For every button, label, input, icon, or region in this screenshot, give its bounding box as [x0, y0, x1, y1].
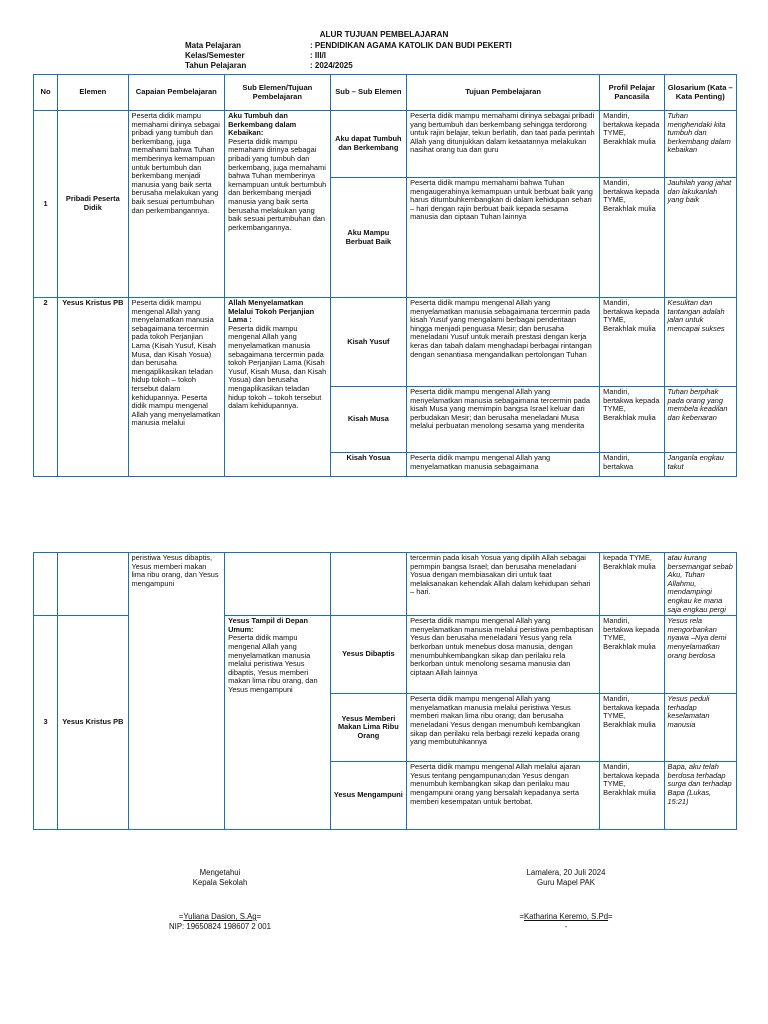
- table-row: [34, 111, 737, 178]
- tujuan-cell: Peserta didik mampu memahami dirinya sebagai pribadi yang bertumbuh dan berkembang sehingga terdorong untuk rajin belajar, tekun berlatih, dan taat pada perintah Allah yang ditunjukkan dalam ketaatannya melakukan nasihat orang tua dan guru: [407, 111, 600, 178]
- sub-sub-elemen-cell: Kisah Yusuf: [330, 298, 406, 387]
- sub-sub-elemen-empty: [330, 553, 406, 616]
- profil-cell: Mandiri, bertakwa kepada TYME, Berakhlak mulia: [600, 616, 664, 694]
- table-row: [34, 298, 737, 387]
- col-header: No: [34, 75, 58, 111]
- tujuan-cell: Peserta didik mampu mengenal Allah yang menyelamatkan manusia sebagaimana tercermin pada kisah Yusuf yang mengalami berbagai penderitaan hingga menjadi penguasa Mesir; dan berusaha meneladani Yusuf untuk meraih prestasi dengan kerja keras dan tabah dalam menghadapi berbagai rintangan dengan senantiasa mengandalkan pertolongan Tuhan: [407, 298, 600, 387]
- sub-sub-elemen-cell: Yesus Memberi Makan Lima Ribu Orang: [330, 694, 406, 762]
- sub-elemen-title: Aku Tumbuh dan Berkembang dalam Kebaikan:: [228, 111, 297, 138]
- meta-label: Kelas/Semester: [185, 50, 245, 60]
- tujuan-cell: Peserta didik mampu memahami bahwa Tuhan mengaugerahinya kemampuan untuk berbuat baik yang harus ditumbuhkembangkan di dalam kehidupan sehari – hari dengan rajin berbuat baik kepada sesama manusia dan ciptaan Tuhan lainnya: [407, 178, 600, 298]
- glosarium-cell: Tuhan menghendaki kita tumbuh dan berkembang dalam kebaikan: [664, 111, 736, 178]
- sig-name: Yuliana Dasion, S.Ag: [183, 912, 257, 921]
- profil-cell: Mandiri, bertakwa kepada TYME, Berakhlak mulia: [600, 178, 664, 298]
- page-title: ALUR TUJUAN PEMBELAJARAN: [319, 30, 449, 39]
- row-number: 2: [34, 298, 58, 477]
- sub-elemen-title: Allah Menyelamatkan Melalui Tokoh Perjanjian Lama :: [228, 298, 315, 325]
- atp-table-part1: [33, 74, 737, 477]
- profil-cell: kepada TYME, Berakhlak mulia: [600, 553, 664, 616]
- sig-role: Kepala Sekolah: [192, 878, 248, 887]
- sub-elemen-cell: [225, 298, 331, 477]
- sub-sub-elemen-cell: Aku dapat Tumbuh dan Berkembang: [330, 111, 406, 178]
- profil-cell: Mandiri, bertakwa kepada TYME, Berakhlak mulia: [600, 111, 664, 178]
- sig-caption: Mengetahui: [199, 868, 241, 877]
- atp-table-part2: [33, 552, 737, 830]
- glosarium-cell: Janganla engkau takut: [664, 453, 736, 477]
- sig-nip: NIP: 19650824 198607 2 001: [169, 922, 271, 931]
- tujuan-cell: Peserta didik mampu mengenal Allah yang menyelamatkan manusia sebagaimana: [407, 453, 600, 477]
- sub-sub-elemen-cell: Kisah Yosua: [330, 453, 406, 477]
- col-header: Profil Pelajar Pancasila: [600, 75, 664, 111]
- capaian-cell: Peserta didik mampu memahami dirinya sebagai pribadi yang tumbuh dan berkembang, juga memahami bahwa Tuhan memberinya kemampuan untuk bertumbuh dan berkembang menjadi manusia yang baik serta berusaha melakukan yang baik sesuai pertumbuhan dan perkembangannya.: [128, 111, 225, 298]
- sig-nip: -: [564, 922, 568, 931]
- sub-sub-elemen-cell: Yesus Mengampuni: [330, 762, 406, 830]
- sub-sub-elemen-cell: Aku Mampu Berbuat Baik: [330, 178, 406, 298]
- meta-value: : 2024/2025: [310, 60, 353, 70]
- glosarium-cell: Yesus rela mengorbankan nyawa –Nya demi menyelamatkan orang berdosa: [664, 616, 736, 694]
- profil-cell: Mandiri, bertakwa kepada TYME, Berakhlak mulia: [600, 298, 664, 387]
- signature-right: Lamalera, 20 Juli 2024 Guru Mapel PAK =Katharina Keremo, S.Pd= -: [466, 868, 666, 932]
- profil-cell: Mandiri, bertakwa kepada TYME, Berakhlak mulia: [600, 387, 664, 453]
- row-number-empty: [34, 553, 58, 616]
- profil-cell: Mandiri, bertakwa kepada TYME, Berakhlak mulia: [600, 762, 664, 830]
- tujuan-cell: Peserta didik mampu mengenal Allah melalui ajaran Yesus tentang pengampunan;dan Yesus dengan menumbuh kembangkan sikap dan perilaku mau mengampuni orang yang bersalah kepadanya serta memberi kesempatan untuk bertobat.: [407, 762, 600, 830]
- meta-label: Tahun Pelajaran: [185, 60, 247, 70]
- sub-sub-elemen-cell: Yesus Dibaptis: [330, 616, 406, 694]
- elemen-cell: Yesus Kristus PB: [58, 298, 128, 477]
- elemen-cell: Pribadi Peserta Didik: [58, 111, 128, 298]
- sig-role: Guru Mapel PAK: [537, 878, 595, 887]
- sub-elemen-empty: [225, 553, 331, 616]
- profil-cell: Mandiri, bertakwa: [600, 453, 664, 477]
- sub-elemen-text: Peserta didik mampu mengenal Allah yang menyelamatkan manusia sebagaimana tercermin pada tokoh Perjanjian Lama (Kisah Yusuf, Kisah Musa, dan Kisah Yosua) dan berusaha mengaplikasikan teladan hidup tokoh – tokoh tersebut dalam kehidupannya.: [228, 323, 327, 411]
- meta-value: : PENDIDIKAN AGAMA KATOLIK DAN BUDI PEKERTI: [310, 41, 512, 50]
- col-header: Elemen: [58, 75, 128, 111]
- capaian-cell: peristiwa Yesus dibaptis, Yesus memberi makan lima ribu orang, dan Yesus mengampuni: [128, 553, 225, 830]
- profil-cell: Mandiri, bertakwa kepada TYME, Berakhlak mulia: [600, 694, 664, 762]
- tujuan-cell: Peserta didik mampu mengenal Allah yang menyelamatkan manusia melalui peristiwa Yesus memberi makan lima ribu orang; dan berusaha meneladani Yesus dengan menumbuh kembangkan sikap dan perilaku rela berbagi rezeki kepada orang yang membutuhkannya: [407, 694, 600, 762]
- elemen-empty: [58, 553, 128, 616]
- col-header: Glosarium (Kata – Kata Penting): [664, 75, 736, 111]
- signature-left: Mengetahui Kepala Sekolah =Yuliana Dasion, S.Ag= NIP: 19650824 198607 2 001: [120, 868, 320, 932]
- meta-label: Mata Pelajaran: [185, 41, 242, 50]
- col-header: Tujuan Pembelajaran: [407, 75, 600, 111]
- sub-elemen-text: Peserta didik mampu mengenal Allah yang menyelamatkan manusia melalui peristiwa Yesus dibaptis, Yesus memberi makan lima ribu orang, dan Yesus mengampuni: [228, 633, 318, 694]
- document-meta: [185, 41, 512, 70]
- sub-elemen-cell: [225, 111, 331, 298]
- glosarium-cell: Jauhilah yang jahat dan lakukanlah yang baik: [664, 178, 736, 298]
- meta-value: : III/I: [310, 50, 326, 60]
- tujuan-cell: Peserta didik mampu mengenal Allah yang menyelamatkan manusia melalui peristiwa pembaptisan Yesus dan berusaha meneladani Yesus yang rela berkorban untuk menebus dosa manusia, dengan menumbuhkembangkan sikap dan perilaku rela berkorban untuk menolong sesama manusia dan ciptaan Allah lainnya: [407, 616, 600, 694]
- row-number: 1: [34, 111, 58, 298]
- sig-caption: Lamalera, 20 Juli 2024: [526, 868, 606, 877]
- sub-sub-elemen-cell: Kisah Musa: [330, 387, 406, 453]
- sub-elemen-text: Peserta didik mampu memahami dirinya sebagai pribadi yang tumbuh dan berkembang, juga memahami bahwa Tuhan memberinya kemampuan untuk bertumbuh dan berkembang menjadi manusia yang baik serta berusaha melakukan yang baik sesuai pertumbuhan dan perkembangannya.: [228, 136, 327, 232]
- glosarium-cell: Bapa, aku telah berdosa terhadap surga dan terhadap Bapa (Lukas, 15:21): [664, 762, 736, 830]
- sig-name: Katharina Keremo, S.Pd: [523, 912, 609, 921]
- table-row: [34, 553, 737, 616]
- row-number: 3: [34, 616, 58, 830]
- tujuan-cell: Peserta didik mampu mengenal Allah yang menyelamatkan manusia sebagaimana tercermin pada kisah Musa yang memimpin bangsa Israel keluar dari perbudakan Mesir; dan berusaha meneladani Musa melalui perbuatan menolong sesama yang menderita: [407, 387, 600, 453]
- header-row: [34, 75, 737, 111]
- elemen-cell: Yesus Kristus PB: [58, 616, 128, 830]
- glosarium-cell: Kesulitan dan tantangan adalah jalan untuk mencapai sukses: [664, 298, 736, 387]
- col-header: Sub – Sub Elemen: [330, 75, 406, 111]
- glosarium-cell: Yesus peduli terhadap keselamatan manusia: [664, 694, 736, 762]
- col-header: Sub Elemen/Tujuan Pembelajaran: [225, 75, 331, 111]
- tujuan-cell: tercermin pada kisah Yosua yang dipilih Allah sebagai pemmpin bangsa Israel; dan berusaha meneladani Yosua dengan membiasakan diri untuk taat melaksanakan kehendak Allah dalam kehidupan sehari – hari.: [407, 553, 600, 616]
- col-header: Capaian Pembelajaran: [128, 75, 225, 111]
- sub-elemen-title: Yesus Tampil di Depan Umum:: [228, 616, 309, 634]
- capaian-cell: Peserta didik mampu mengenal Allah yang menyelamatkan manusia sebagaimana tercermin pada tokoh Perjanjian Lama (Kisah Yusuf, Kisah Musa, dan Kisah Yosua) dan berusaha mengaplikasikan teladan hidup tokoh – tokoh tersebut dalam kehidupannya. Peserta didik mampu mengenal Allah yang menyelamatkan manusia melalui: [128, 298, 225, 477]
- glosarium-cell: Tuhan berpihak pada orang yang membela keadilan dan kebenaran: [664, 387, 736, 453]
- glosarium-cell: atau kurang bersemangat sebab Aku, Tuhan Allahmu, mendampingi engkau ke mana saja engkau pergi: [664, 553, 736, 616]
- sub-elemen-cell: [225, 616, 331, 830]
